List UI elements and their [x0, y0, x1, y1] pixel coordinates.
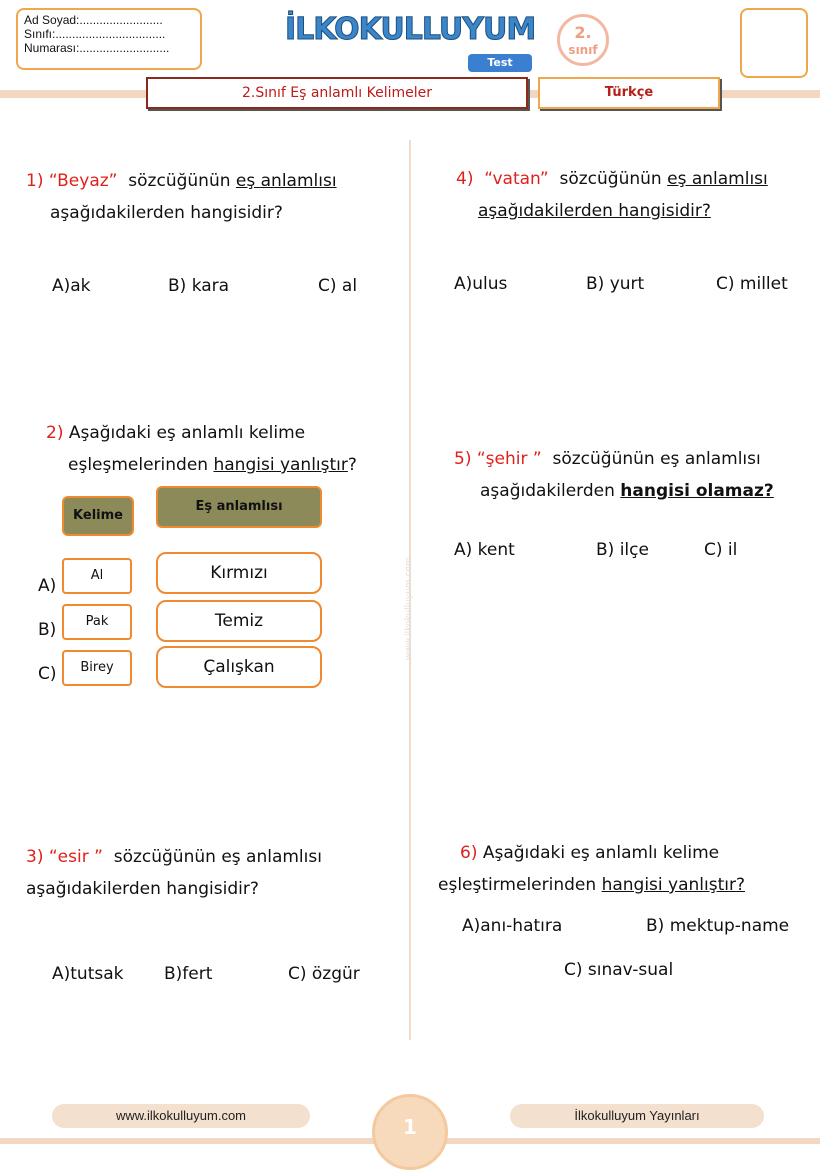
- grade-badge: [557, 14, 609, 66]
- q6-option-a[interactable]: A)anı-hatıra: [462, 916, 563, 936]
- target-word: “Beyaz”: [48, 171, 118, 191]
- q1-option-c[interactable]: C) al: [318, 276, 358, 296]
- q2-row-a-label: A): [38, 576, 57, 596]
- score-box: [740, 8, 808, 78]
- q6-option-b[interactable]: B) mektup-name: [646, 916, 790, 936]
- q4-option-c[interactable]: C) millet: [716, 274, 788, 294]
- logo: İLKOKULLUYUM: [285, 12, 536, 47]
- q1-option-b[interactable]: B) kara: [168, 276, 230, 296]
- question-5: 5) “şehir ” sözcüğünün eş anlamlısı: [454, 449, 761, 469]
- question-1: 1) “Beyaz” sözcüğünün eş anlamlısı: [26, 171, 337, 191]
- q4-option-a[interactable]: A)ulus: [454, 274, 508, 294]
- q2-row-a-word: Al: [62, 558, 132, 594]
- worksheet-title: 2.Sınıf Eş anlamlı Kelimeler: [146, 77, 528, 109]
- target-word: “vatan”: [484, 169, 549, 189]
- student-info-box: [16, 8, 202, 70]
- q5-option-a[interactable]: A) kent: [454, 540, 515, 560]
- page-number: 1: [403, 1115, 417, 1139]
- header-es-anlamlisi: Eş anlamlısı: [156, 486, 322, 528]
- question-2-line2: eşleşmelerinden hangisi yanlıştır?: [68, 455, 357, 475]
- subject-label: Türkçe: [538, 77, 720, 109]
- test-badge: Test: [468, 54, 532, 72]
- page-number-badge: [372, 1094, 448, 1170]
- footer-website[interactable]: www.ilkokulluyum.com: [52, 1104, 310, 1128]
- name-field: Ad Soyad:.........................: [24, 13, 163, 27]
- q2-row-c-match: Çalışkan: [156, 646, 322, 688]
- target-word: “şehir ”: [476, 449, 542, 469]
- grade-number: 2.: [574, 23, 592, 42]
- q2-row-c-word: Birey: [62, 650, 132, 686]
- q2-row-b-label: B): [38, 620, 57, 640]
- footer-publisher: İlkokulluyum Yayınları: [510, 1104, 764, 1128]
- header-kelime: Kelime: [62, 496, 134, 536]
- question-2: 2) Aşağıdaki eş anlamlı kelime: [46, 423, 306, 443]
- q2-row-b-match: Temiz: [156, 600, 322, 642]
- q4-option-b[interactable]: B) yurt: [586, 274, 645, 294]
- watermark: www.ilkokulluyum.com: [404, 557, 414, 660]
- q6-option-c[interactable]: C) sınav-sual: [564, 960, 674, 980]
- question-6: 6) Aşağıdaki eş anlamlı kelime: [460, 843, 720, 863]
- grade-word: sınıf: [568, 43, 598, 57]
- q3-option-a[interactable]: A)tutsak: [52, 964, 124, 984]
- q3-option-c[interactable]: C) özgür: [288, 964, 360, 984]
- question-1-line2: aşağıdakilerden hangisidir?: [50, 203, 283, 223]
- question-6-line2: eşleştirmelerinden hangisi yanlıştır?: [438, 875, 745, 895]
- class-field: Sınıfı:.................................: [24, 27, 166, 41]
- number-field: Numarası:...........................: [24, 41, 170, 55]
- target-word: “esir ”: [48, 847, 103, 867]
- question-3: 3) “esir ” sözcüğünün eş anlamlısı: [26, 847, 322, 867]
- q2-row-b-word: Pak: [62, 604, 132, 640]
- question-3-line2: aşağıdakilerden hangisidir?: [26, 879, 259, 899]
- question-4-line2: aşağıdakilerden hangisidir?: [478, 201, 711, 221]
- question-4: 4) “vatan” sözcüğünün eş anlamlısı: [456, 169, 768, 189]
- q1-option-a[interactable]: A)ak: [52, 276, 91, 296]
- q3-option-b[interactable]: B)fert: [164, 964, 213, 984]
- q2-row-c-label: C): [38, 664, 57, 684]
- q2-row-a-match: Kırmızı: [156, 552, 322, 594]
- q5-option-b[interactable]: B) ilçe: [596, 540, 649, 560]
- q5-option-c[interactable]: C) il: [704, 540, 738, 560]
- question-5-line2: aşağıdakilerden hangisi olamaz?: [480, 481, 774, 501]
